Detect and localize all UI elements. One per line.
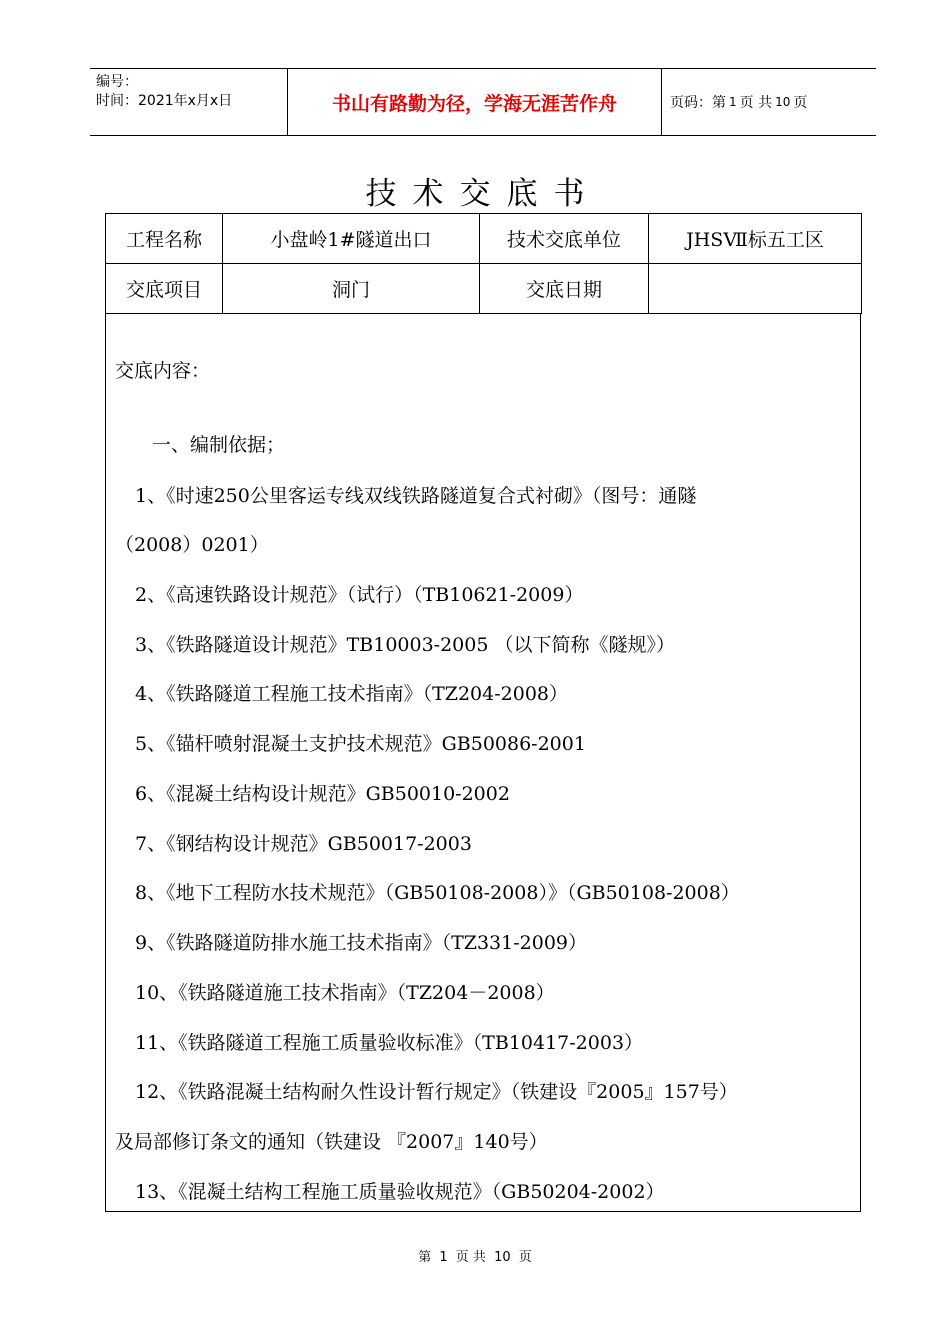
content-line: 6、《混凝土结构设计规范》GB50010-2002 — [135, 783, 510, 805]
page-footer — [0, 1246, 950, 1265]
content-line: 一、编制依据； — [152, 434, 286, 456]
content-line: 1、《时速250公里客运专线双线铁路隧道复合式衬砌》（图号：通隧 — [135, 485, 697, 507]
content-line: 2、《高速铁路设计规范》（试行）（TB10621-2009） — [135, 584, 584, 606]
header-meta — [90, 69, 287, 135]
content-line: 10、《铁路隧道施工技术指南》（TZ204－2008） — [135, 982, 555, 1004]
item-value: 洞门 — [223, 264, 480, 314]
document-title: 技术交底书 — [365, 176, 601, 212]
content-line: 3、《铁路隧道设计规范》TB10003-2005 （以下简称《隧规》） — [135, 634, 675, 656]
content-line: 13、《混凝土结构工程施工质量验收规范》（GB50204-2002） — [135, 1181, 665, 1203]
table-row — [106, 264, 862, 314]
content-line: 5、《锚杆喷射混凝土支护技术规范》GB50086-2001 — [135, 733, 586, 755]
serial-label: 编号： — [96, 74, 138, 90]
footer-mid: 页 共 — [455, 1250, 486, 1265]
header-motto: 书山有路勤为径，学海无涯苦作舟 — [287, 69, 662, 135]
content-line: 7、《钢结构设计规范》GB50017-2003 — [135, 833, 472, 855]
project-name-value: 小盘岭1#隧道出口 — [223, 214, 480, 264]
time-label: 时间：2021年x月x日 — [96, 93, 233, 109]
header-page-info — [662, 69, 876, 135]
page-header — [90, 68, 876, 136]
project-name-label: 工程名称 — [106, 214, 223, 264]
footer-total: 10 — [494, 1250, 511, 1265]
content-line: 8、《地下工程防水技术规范》（GB50108-2008）》（GB50108-2008） — [135, 882, 740, 904]
content-line: （2008）0201） — [115, 534, 269, 556]
footer-current: 1 — [439, 1250, 448, 1265]
footer-suffix: 页 — [518, 1250, 532, 1265]
content-line: 9、《铁路隧道防排水施工技术指南》（TZ331-2009） — [135, 932, 588, 954]
page-prefix: 页码：第 — [670, 95, 726, 111]
content-line: 12、《铁路混凝土结构耐久性设计暂行规定》（铁建设『2005』157号） — [135, 1081, 738, 1103]
item-label: 交底项目 — [106, 264, 223, 314]
date-value — [649, 264, 862, 314]
page-total: 10 — [775, 95, 791, 109]
content-label: 交底内容： — [115, 360, 211, 382]
content-line: 11、《铁路隧道工程施工质量验收标准》（TB10417-2003） — [135, 1032, 644, 1054]
unit-label: 技术交底单位 — [480, 214, 649, 264]
unit-value: JHSⅦ标五工区 — [649, 214, 862, 264]
page-suffix: 页 — [793, 95, 808, 111]
date-label: 交底日期 — [480, 264, 649, 314]
page-current: 1 — [729, 95, 737, 109]
content-box — [105, 314, 861, 1212]
table-row — [106, 214, 862, 264]
page-mid: 页 共 — [739, 95, 773, 111]
info-table — [105, 213, 862, 314]
content-line: 4、《铁路隧道工程施工技术指南》（TZ204-2008） — [135, 683, 569, 705]
content-line: 及局部修订条文的通知（铁建设 『2007』140号） — [115, 1131, 548, 1153]
footer-prefix: 第 — [418, 1250, 432, 1265]
